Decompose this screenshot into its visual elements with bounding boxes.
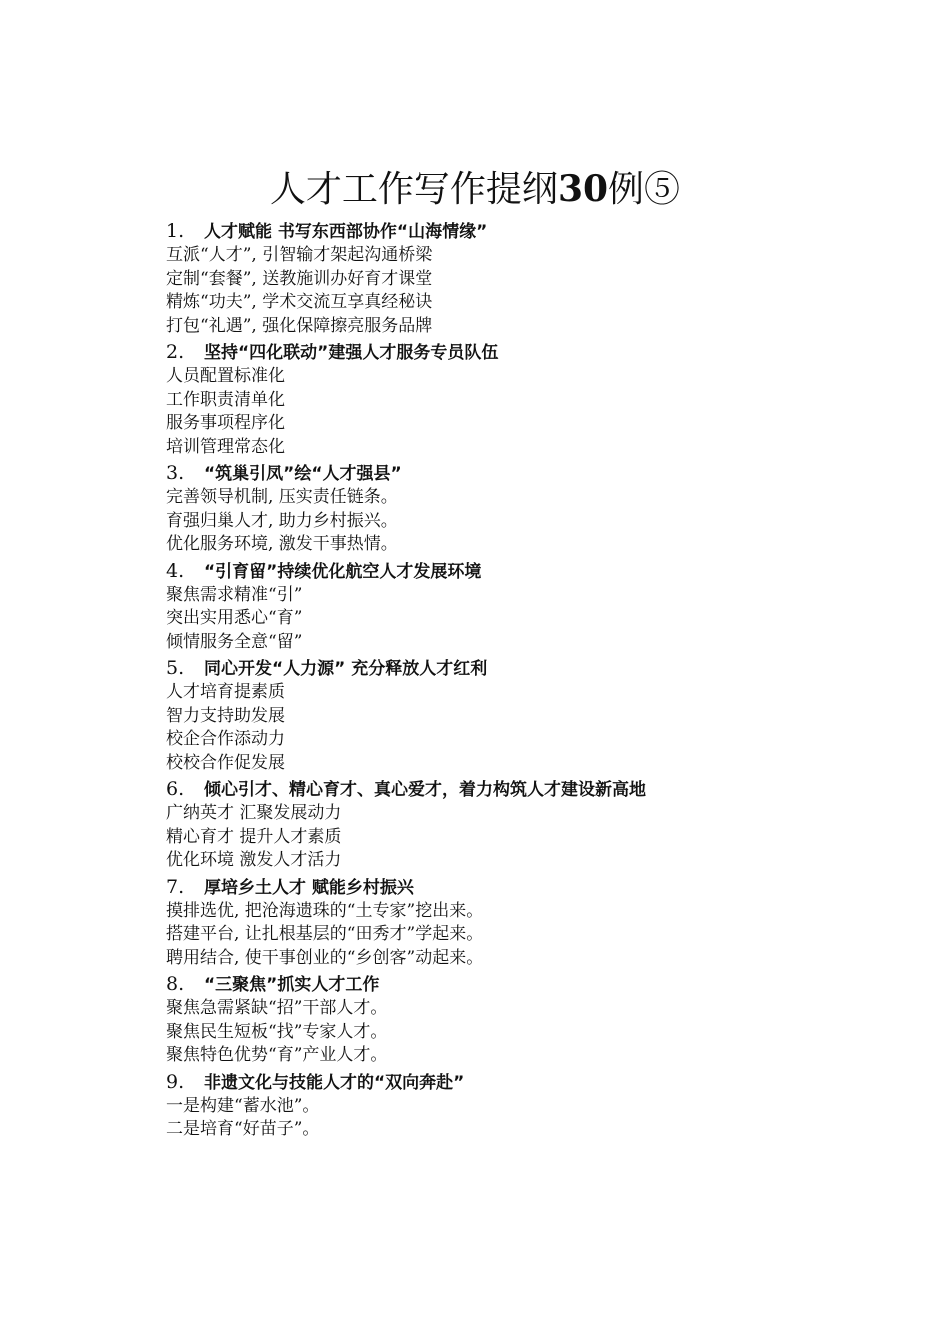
section-heading xyxy=(166,971,886,997)
section-number: 5. xyxy=(166,657,185,679)
section-heading xyxy=(166,339,886,365)
section-item: 二是培育“好苗子”。 xyxy=(166,1119,320,1139)
section-heading-text: 倾心引才、精心育才、真心爱才，着力构筑人才建设新高地 xyxy=(204,780,646,800)
section-item: 精炼“功夫”, 学术交流互享真经秘诀 xyxy=(166,292,433,312)
section-item: 摸排选优, 把沧海遗珠的“土专家”挖出来。 xyxy=(166,900,484,921)
section-heading-text: 坚持“四化联动”建强人才服务专员队伍 xyxy=(204,343,499,363)
section-heading-text: 非遗文化与技能人才的“双向奔赴” xyxy=(204,1072,465,1093)
section-heading-text: 同心开发“人力源” 充分释放人才红利 xyxy=(204,659,488,679)
outline-section xyxy=(166,776,886,874)
section-item: 校企合作添动力 xyxy=(166,729,285,749)
section-item: 校校合作促发展 xyxy=(166,752,285,773)
section-item: 突出实用悉心“育” xyxy=(166,608,303,628)
section-heading xyxy=(166,460,886,486)
section-item: 一是构建“蓄水池”。 xyxy=(166,1095,320,1116)
section-number: 2. xyxy=(166,341,185,363)
section-heading xyxy=(166,874,886,900)
section-heading xyxy=(166,776,886,802)
section-item: 优化服务环境, 激发干事热情。 xyxy=(166,534,398,554)
section-item: 聚焦特色优势“育”产业人才。 xyxy=(166,1045,388,1065)
section-item: 育强归巢人才, 助力乡村振兴。 xyxy=(166,510,398,531)
section-heading xyxy=(166,218,886,244)
section-item: 完善领导机制, 压实责任链条。 xyxy=(166,487,398,507)
outline-section xyxy=(166,339,886,460)
section-item: 倾情服务全意“留” xyxy=(166,631,303,652)
section-item: 聚焦需求精准“引” xyxy=(166,584,303,605)
outline-section xyxy=(166,460,886,558)
section-number: 8. xyxy=(166,973,185,995)
title-suffix: 例⑤ xyxy=(608,169,681,210)
section-item: 聚焦民生短板“找”专家人才。 xyxy=(166,1021,388,1042)
section-item: 聘用结合, 使干事创业的“乡创客”动起来。 xyxy=(166,947,484,968)
section-heading xyxy=(166,655,886,681)
section-item: 服务事项程序化 xyxy=(166,413,285,433)
section-item: 人才培育提素质 xyxy=(166,682,285,702)
section-number: 4. xyxy=(166,559,185,582)
outline-section xyxy=(166,655,886,776)
outline-section xyxy=(166,971,886,1069)
section-heading-text: “引育留”持续优化航空人才发展环境 xyxy=(204,561,482,582)
section-item: 智力支持助发展 xyxy=(166,705,285,726)
section-item: 优化环境 激发人才活力 xyxy=(166,850,342,870)
section-spacer xyxy=(166,1142,886,1143)
outline-section xyxy=(166,218,886,339)
section-number: 9. xyxy=(166,1070,185,1093)
section-heading-text: 人才赋能 书写东西部协作“山海情缘” xyxy=(204,222,488,242)
outline-section xyxy=(166,1069,886,1143)
document-title xyxy=(0,164,950,215)
section-number: 6. xyxy=(166,778,185,800)
section-item: 工作职责清单化 xyxy=(166,389,285,410)
section-number: 1. xyxy=(166,220,185,242)
section-item: 精心育才 提升人才素质 xyxy=(166,826,342,847)
section-heading-text: 厚培乡土人才 赋能乡村振兴 xyxy=(204,877,414,898)
section-item: 聚焦急需紧缺“招”干部人才。 xyxy=(166,998,388,1018)
outline-section xyxy=(166,874,886,972)
section-item: 广纳英才 汇聚发展动力 xyxy=(166,803,342,823)
section-item: 搭建平台, 让扎根基层的“田秀才”学起来。 xyxy=(166,924,484,944)
section-number: 3. xyxy=(166,462,185,484)
section-heading-text: “筑巢引凤”绘“人才强县” xyxy=(204,464,402,484)
title-number: 30 xyxy=(557,168,609,210)
section-item: 互派“人才”, 引智输才架起沟通桥梁 xyxy=(166,245,433,265)
section-heading xyxy=(166,558,886,584)
section-item: 打包“礼遇”, 强化保障擦亮服务品牌 xyxy=(166,315,433,336)
outline-section xyxy=(166,558,886,656)
section-item: 培训管理常态化 xyxy=(166,436,285,457)
section-heading-text: “三聚焦”抓实人才工作 xyxy=(204,975,380,995)
section-item: 定制“套餐”, 送教施训办好育才课堂 xyxy=(166,268,433,289)
section-number: 7. xyxy=(166,875,185,898)
title-text: 人才工作写作提纲 xyxy=(269,169,558,210)
section-heading xyxy=(166,1069,886,1095)
outline-sections xyxy=(166,218,886,1143)
section-item: 人员配置标准化 xyxy=(166,366,285,386)
